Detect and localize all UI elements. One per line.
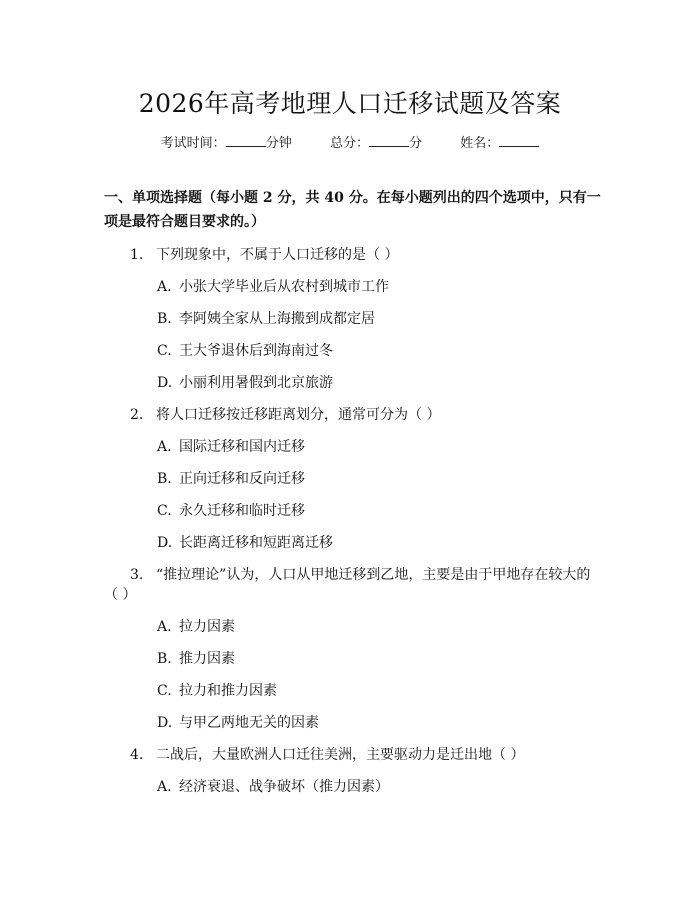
name-label: 姓名： bbox=[460, 136, 500, 151]
score-unit: 分 bbox=[409, 136, 423, 151]
option-letter: A. bbox=[157, 439, 172, 455]
option-letter: B. bbox=[157, 311, 172, 327]
question-stem: 二战后，大量欧洲人口迁往美洲，主要驱动力是迁出地（ ） bbox=[156, 747, 525, 763]
question-stem: 将人口迁移按迁移距离划分，通常可分为（ ） bbox=[156, 407, 441, 423]
option-3a bbox=[157, 616, 235, 636]
option-letter: D. bbox=[157, 375, 173, 391]
question-number: 3. bbox=[130, 567, 144, 583]
question-number: 4. bbox=[130, 747, 144, 763]
option-letter: C. bbox=[157, 683, 172, 699]
question-3-continuation: （ ） bbox=[104, 587, 137, 603]
option-text: 永久迁移和临时迁移 bbox=[179, 503, 305, 519]
option-1a bbox=[157, 276, 389, 296]
option-text: 推力因素 bbox=[179, 651, 235, 667]
option-text: 小丽利用暑假到北京旅游 bbox=[179, 375, 333, 391]
question-2 bbox=[130, 404, 440, 424]
option-text: 小张大学毕业后从农村到城市工作 bbox=[179, 279, 389, 295]
option-text: 李阿姨全家从上海搬到成都定居 bbox=[179, 311, 375, 327]
score-blank bbox=[369, 134, 409, 147]
option-2a bbox=[157, 436, 305, 456]
option-text: 拉力和推力因素 bbox=[179, 683, 277, 699]
question-3 bbox=[130, 564, 590, 584]
option-3b bbox=[157, 648, 235, 668]
option-text: 王大爷退休后到海南过冬 bbox=[179, 343, 333, 359]
option-letter: A. bbox=[157, 779, 172, 795]
option-letter: B. bbox=[157, 651, 172, 667]
question-stem: “推拉理论”认为，人口从甲地迁移到乙地，主要是由于甲地存在较大的 bbox=[156, 567, 591, 583]
score-label: 总分： bbox=[329, 136, 369, 151]
option-text: 国际迁移和国内迁移 bbox=[179, 439, 305, 455]
question-4 bbox=[130, 744, 524, 764]
option-3d bbox=[157, 712, 319, 732]
time-blank bbox=[226, 134, 266, 147]
section-heading: 一、单项选择题（每小题 2 分，共 40 分。在每小题列出的四个选项中，只有一项是最符合题目要求的。） bbox=[104, 190, 601, 230]
time-label: 考试时间： bbox=[160, 136, 226, 151]
option-text: 经济衰退、战争破坏（推力因素） bbox=[179, 779, 389, 795]
name-blank bbox=[499, 134, 539, 147]
option-text: 正向迁移和反向迁移 bbox=[179, 471, 305, 487]
question-number: 1. bbox=[130, 247, 144, 263]
option-text: 长距离迁移和短距离迁移 bbox=[179, 535, 333, 551]
option-letter: D. bbox=[157, 715, 173, 731]
option-text: 与甲乙两地无关的因素 bbox=[179, 715, 319, 731]
question-stem: 下列现象中，不属于人口迁移的是（ ） bbox=[156, 247, 399, 263]
option-letter: C. bbox=[157, 503, 172, 519]
option-1c bbox=[157, 340, 333, 360]
option-letter: B. bbox=[157, 471, 172, 487]
option-4a bbox=[157, 776, 389, 796]
option-letter: C. bbox=[157, 343, 172, 359]
option-text: 拉力因素 bbox=[179, 619, 235, 635]
option-3c bbox=[157, 680, 277, 700]
question-1 bbox=[130, 244, 398, 264]
option-letter: D. bbox=[157, 535, 173, 551]
exam-meta bbox=[0, 132, 700, 151]
question-number: 2. bbox=[130, 407, 144, 423]
option-2c bbox=[157, 500, 305, 520]
option-1d bbox=[157, 372, 333, 392]
option-1b bbox=[157, 308, 375, 328]
option-2d bbox=[157, 532, 333, 552]
option-letter: A. bbox=[157, 619, 172, 635]
time-unit: 分钟 bbox=[265, 136, 292, 151]
option-letter: A. bbox=[157, 279, 172, 295]
page-title: 2026年高考地理人口迁移试题及答案 bbox=[138, 89, 562, 118]
option-2b bbox=[157, 468, 305, 488]
